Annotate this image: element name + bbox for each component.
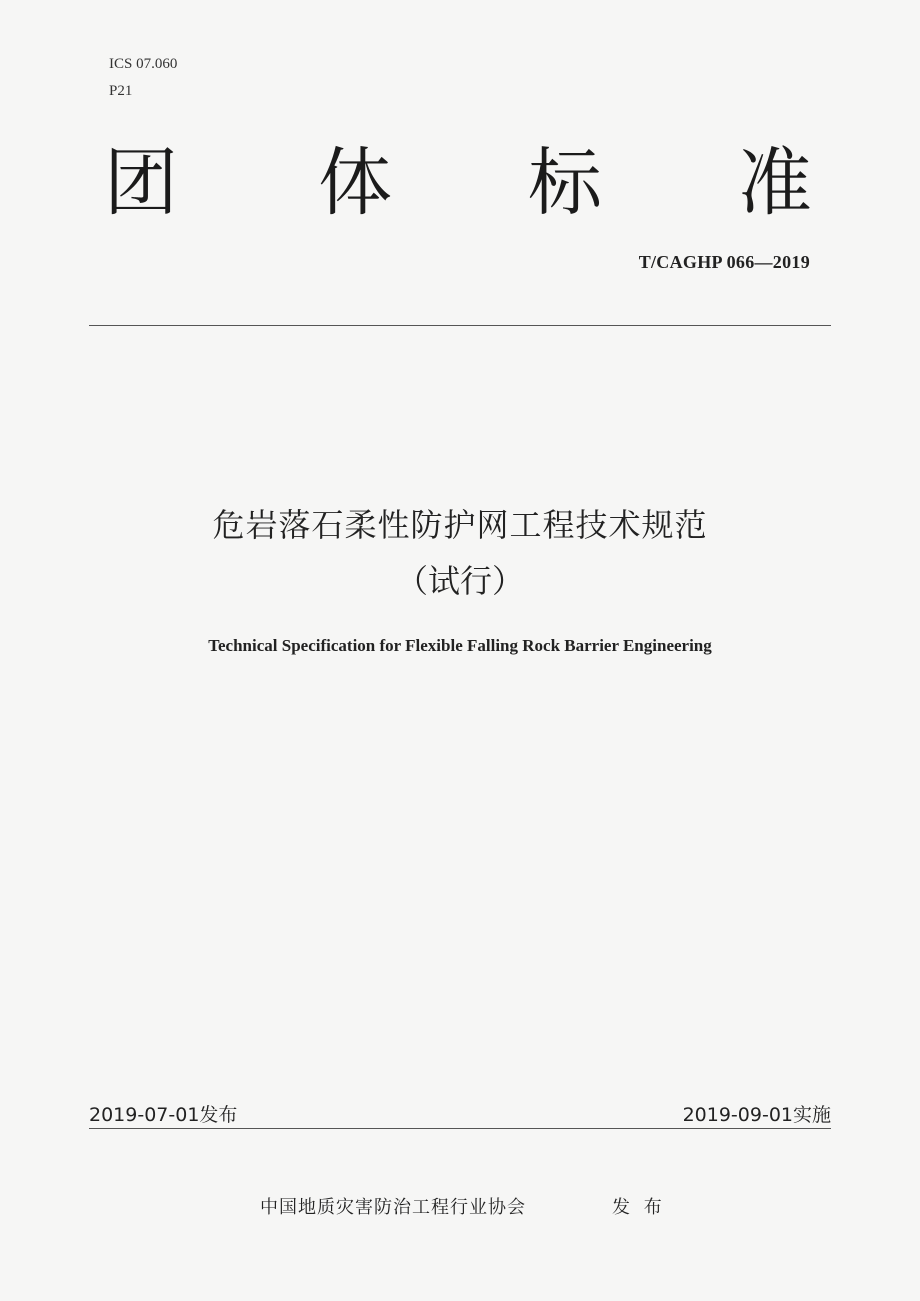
standard-number: T/CAGHP 066—2019 (638, 252, 810, 272)
bottom-divider (89, 1128, 831, 1129)
category-char-1: 团 (104, 140, 178, 226)
ics-code: ICS 07.060 (109, 56, 178, 72)
classification-code: P21 (109, 83, 133, 99)
document-subtitle: （试行） (395, 562, 524, 600)
category-char-2: 体 (318, 140, 392, 226)
document-title-english: Technical Specification for Flexible Falling Rock Barrier Engineering (208, 636, 712, 655)
category-char-4: 准 (738, 140, 812, 226)
document-title-chinese: 危岩落石柔性防护网工程技术规范 (212, 506, 708, 544)
issue-date: 2019-07-01发布 (89, 1104, 238, 1126)
publish-label: 发 布 (612, 1197, 662, 1218)
category-char-3: 标 (528, 140, 602, 226)
implementation-date: 2019-09-01实施 (682, 1104, 831, 1126)
standard-category-title (0, 138, 920, 228)
top-divider (89, 325, 831, 326)
publisher-name: 中国地质灾害防治工程行业协会 (260, 1197, 526, 1218)
